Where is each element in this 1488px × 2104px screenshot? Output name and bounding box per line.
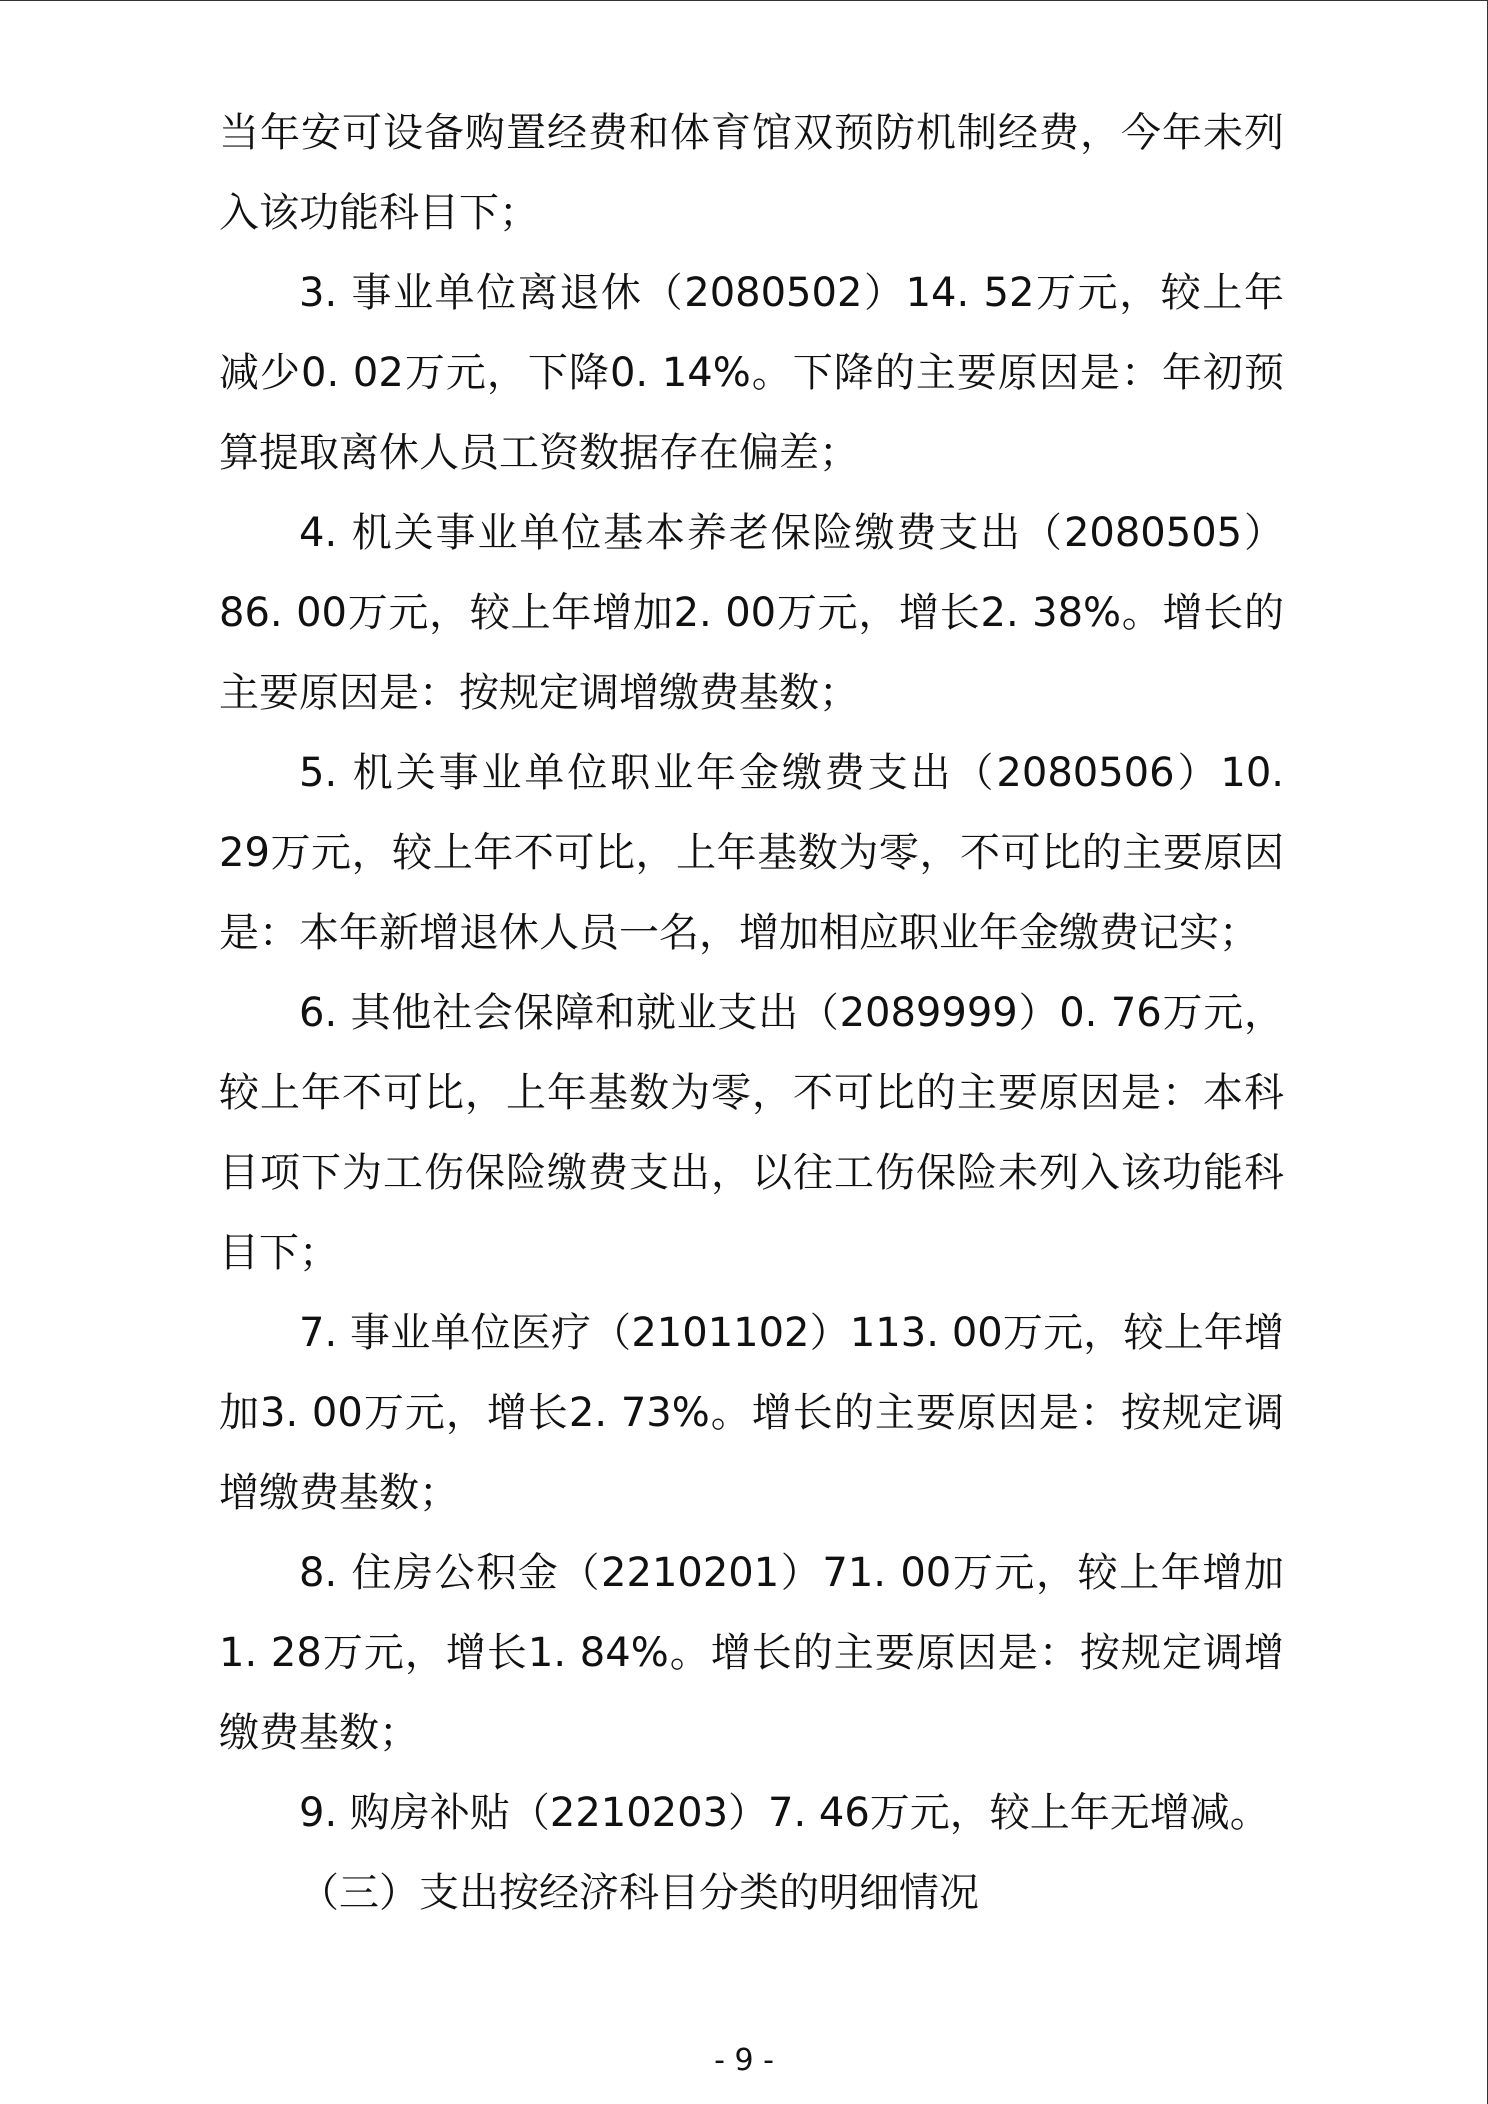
paragraph-item-6: 6. 其他社会保障和就业支出（2089999）0. 76万元，较上年不可比，上年基数为零，不可比的主要原因是：本科目项下为工伤保险缴费支出，以往工伤保险未列入该功能科目下； <box>219 990 1284 1276</box>
paragraph-item-5: 5. 机关事业单位职业年金缴费支出（2080506）10. 29万元，较上年不可比，上年基数为零，不可比的主要原因是：本年新增退休人员一名，增加相应职业年金缴费记实； <box>219 750 1284 956</box>
paragraph-item-7: 7. 事业单位医疗（2101102）113. 00万元，较上年增加3. 00万元，增长2. 73%。增长的主要原因是：按规定调增缴费基数； <box>219 1310 1284 1516</box>
paragraph-item-4: 4. 机关事业单位基本养老保险缴费支出（2080505）86. 00万元，较上年增加2. 00万元，增长2. 38%。增长的主要原因是：按规定调增缴费基数； <box>219 510 1284 716</box>
paragraph-item-8: 8. 住房公积金（2210201）71. 00万元，较上年增加1. 28万元，增长1. 84%。增长的主要原因是：按规定调增缴费基数； <box>219 1550 1284 1756</box>
paragraph-continuation: 当年安可设备购置经费和体育馆双预防机制经费，今年未列入该功能科目下； <box>219 110 1284 236</box>
section-heading: （三）支出按经济科目分类的明细情况 <box>299 1870 979 1916</box>
page-number: - 9 - <box>714 2043 774 2078</box>
document-body <box>219 93 1284 1933</box>
paragraph-item-3: 3. 事业单位离退休（2080502）14. 52万元，较上年减少0. 02万元，下降0. 14%。下降的主要原因是：年初预算提取离休人员工资数据存在偏差； <box>219 270 1284 476</box>
paragraph-item-9: 9. 购房补贴（2210203）7. 46万元，较上年无增减。 <box>299 1790 1270 1836</box>
